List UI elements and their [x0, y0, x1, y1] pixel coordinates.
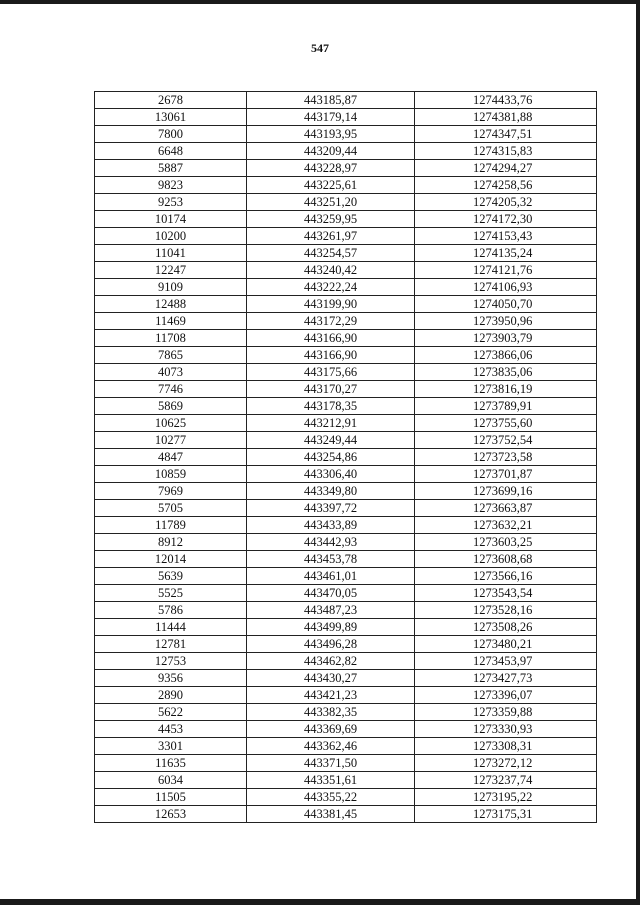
y-coordinate-cell: 1273330,93	[415, 721, 597, 738]
y-coordinate-cell: 1274106,93	[415, 279, 597, 296]
point-number-cell: 9109	[95, 279, 247, 296]
x-coordinate-cell: 443222,24	[247, 279, 415, 296]
y-coordinate-cell: 1273701,87	[415, 466, 597, 483]
x-coordinate-cell: 443228,97	[247, 160, 415, 177]
x-coordinate-cell: 443382,35	[247, 704, 415, 721]
point-number-cell: 12753	[95, 653, 247, 670]
table-row	[95, 398, 597, 415]
x-coordinate-cell: 443487,23	[247, 602, 415, 619]
point-number-cell: 7969	[95, 483, 247, 500]
x-coordinate-cell: 443371,50	[247, 755, 415, 772]
y-coordinate-cell: 1273755,60	[415, 415, 597, 432]
point-number-cell: 9823	[95, 177, 247, 194]
point-number-cell: 5786	[95, 602, 247, 619]
table-row	[95, 738, 597, 755]
y-coordinate-cell: 1273608,68	[415, 551, 597, 568]
y-coordinate-cell: 1274381,88	[415, 109, 597, 126]
table-row	[95, 177, 597, 194]
table-row	[95, 330, 597, 347]
y-coordinate-cell: 1273789,91	[415, 398, 597, 415]
point-number-cell: 11635	[95, 755, 247, 772]
point-number-cell: 7746	[95, 381, 247, 398]
y-coordinate-cell: 1274135,24	[415, 245, 597, 262]
table-row	[95, 160, 597, 177]
table-row	[95, 262, 597, 279]
x-coordinate-cell: 443433,89	[247, 517, 415, 534]
x-coordinate-cell: 443185,87	[247, 92, 415, 109]
x-coordinate-cell: 443193,95	[247, 126, 415, 143]
point-number-cell: 12247	[95, 262, 247, 279]
point-number-cell: 8912	[95, 534, 247, 551]
y-coordinate-cell: 1274347,51	[415, 126, 597, 143]
point-number-cell: 10277	[95, 432, 247, 449]
table-row	[95, 432, 597, 449]
point-number-cell: 5705	[95, 500, 247, 517]
table-row	[95, 296, 597, 313]
x-coordinate-cell: 443499,89	[247, 619, 415, 636]
table-row	[95, 755, 597, 772]
x-coordinate-cell: 443362,46	[247, 738, 415, 755]
table-row	[95, 772, 597, 789]
y-coordinate-cell: 1273508,26	[415, 619, 597, 636]
table-row	[95, 585, 597, 602]
x-coordinate-cell: 443199,90	[247, 296, 415, 313]
y-coordinate-cell: 1273237,74	[415, 772, 597, 789]
table-row	[95, 313, 597, 330]
table-row	[95, 143, 597, 160]
y-coordinate-cell: 1273903,79	[415, 330, 597, 347]
table-row	[95, 466, 597, 483]
y-coordinate-cell: 1274258,56	[415, 177, 597, 194]
point-number-cell: 11041	[95, 245, 247, 262]
y-coordinate-cell: 1274153,43	[415, 228, 597, 245]
table-row	[95, 602, 597, 619]
table-row	[95, 109, 597, 126]
x-coordinate-cell: 443442,93	[247, 534, 415, 551]
x-coordinate-cell: 443166,90	[247, 347, 415, 364]
table-row	[95, 789, 597, 806]
x-coordinate-cell: 443306,40	[247, 466, 415, 483]
y-coordinate-cell: 1273359,88	[415, 704, 597, 721]
table-row	[95, 806, 597, 823]
y-coordinate-cell: 1273272,12	[415, 755, 597, 772]
x-coordinate-cell: 443178,35	[247, 398, 415, 415]
x-coordinate-cell: 443254,86	[247, 449, 415, 466]
table-row	[95, 483, 597, 500]
table-row	[95, 500, 597, 517]
y-coordinate-cell: 1273396,07	[415, 687, 597, 704]
scan-edge-right	[636, 0, 640, 905]
x-coordinate-cell: 443170,27	[247, 381, 415, 398]
x-coordinate-cell: 443453,78	[247, 551, 415, 568]
point-number-cell: 10859	[95, 466, 247, 483]
scan-edge-top	[0, 0, 640, 4]
y-coordinate-cell: 1274172,30	[415, 211, 597, 228]
y-coordinate-cell: 1273308,31	[415, 738, 597, 755]
table-row	[95, 704, 597, 721]
point-number-cell: 3301	[95, 738, 247, 755]
x-coordinate-cell: 443397,72	[247, 500, 415, 517]
point-number-cell: 5622	[95, 704, 247, 721]
table-row	[95, 568, 597, 585]
table-row	[95, 92, 597, 109]
y-coordinate-cell: 1273699,16	[415, 483, 597, 500]
y-coordinate-cell: 1273195,22	[415, 789, 597, 806]
x-coordinate-cell: 443259,95	[247, 211, 415, 228]
y-coordinate-cell: 1273480,21	[415, 636, 597, 653]
x-coordinate-cell: 443172,29	[247, 313, 415, 330]
x-coordinate-cell: 443212,91	[247, 415, 415, 432]
point-number-cell: 5869	[95, 398, 247, 415]
y-coordinate-cell: 1274050,70	[415, 296, 597, 313]
table-row	[95, 279, 597, 296]
y-coordinate-cell: 1274205,32	[415, 194, 597, 211]
point-number-cell: 6648	[95, 143, 247, 160]
x-coordinate-cell: 443261,97	[247, 228, 415, 245]
point-number-cell: 11469	[95, 313, 247, 330]
x-coordinate-cell: 443430,27	[247, 670, 415, 687]
table-row	[95, 687, 597, 704]
point-number-cell: 4847	[95, 449, 247, 466]
point-number-cell: 11789	[95, 517, 247, 534]
point-number-cell: 11708	[95, 330, 247, 347]
scan-edge-bottom	[0, 899, 640, 905]
y-coordinate-cell: 1273427,73	[415, 670, 597, 687]
x-coordinate-cell: 443254,57	[247, 245, 415, 262]
table-row	[95, 534, 597, 551]
point-number-cell: 5639	[95, 568, 247, 585]
x-coordinate-cell: 443240,42	[247, 262, 415, 279]
y-coordinate-cell: 1273566,16	[415, 568, 597, 585]
point-number-cell: 10174	[95, 211, 247, 228]
x-coordinate-cell: 443225,61	[247, 177, 415, 194]
y-coordinate-cell: 1274294,27	[415, 160, 597, 177]
table-row	[95, 126, 597, 143]
table-row	[95, 670, 597, 687]
y-coordinate-cell: 1273543,54	[415, 585, 597, 602]
point-number-cell: 7800	[95, 126, 247, 143]
point-number-cell: 11444	[95, 619, 247, 636]
x-coordinate-cell: 443349,80	[247, 483, 415, 500]
y-coordinate-cell: 1273528,16	[415, 602, 597, 619]
table-row	[95, 619, 597, 636]
point-number-cell: 4453	[95, 721, 247, 738]
x-coordinate-cell: 443462,82	[247, 653, 415, 670]
point-number-cell: 4073	[95, 364, 247, 381]
point-number-cell: 2678	[95, 92, 247, 109]
point-number-cell: 9356	[95, 670, 247, 687]
point-number-cell: 9253	[95, 194, 247, 211]
x-coordinate-cell: 443461,01	[247, 568, 415, 585]
table-row	[95, 449, 597, 466]
y-coordinate-cell: 1273723,58	[415, 449, 597, 466]
table-row	[95, 194, 597, 211]
table-row	[95, 347, 597, 364]
page-number: 547	[311, 41, 329, 55]
point-number-cell: 12653	[95, 806, 247, 823]
y-coordinate-cell: 1273752,54	[415, 432, 597, 449]
point-number-cell: 5525	[95, 585, 247, 602]
table-row	[95, 636, 597, 653]
coordinates-table	[94, 91, 597, 823]
x-coordinate-cell: 443470,05	[247, 585, 415, 602]
x-coordinate-cell: 443209,44	[247, 143, 415, 160]
table-row	[95, 653, 597, 670]
point-number-cell: 2890	[95, 687, 247, 704]
table-row	[95, 415, 597, 432]
x-coordinate-cell: 443381,45	[247, 806, 415, 823]
point-number-cell: 12781	[95, 636, 247, 653]
table-row	[95, 721, 597, 738]
x-coordinate-cell: 443175,66	[247, 364, 415, 381]
table-row	[95, 245, 597, 262]
point-number-cell: 10625	[95, 415, 247, 432]
y-coordinate-cell: 1273866,06	[415, 347, 597, 364]
x-coordinate-cell: 443179,14	[247, 109, 415, 126]
y-coordinate-cell: 1273453,97	[415, 653, 597, 670]
x-coordinate-cell: 443369,69	[247, 721, 415, 738]
y-coordinate-cell: 1273603,25	[415, 534, 597, 551]
table-row	[95, 211, 597, 228]
table-row	[95, 364, 597, 381]
point-number-cell: 12014	[95, 551, 247, 568]
point-number-cell: 10200	[95, 228, 247, 245]
table-row	[95, 228, 597, 245]
x-coordinate-cell: 443496,28	[247, 636, 415, 653]
point-number-cell: 6034	[95, 772, 247, 789]
x-coordinate-cell: 443251,20	[247, 194, 415, 211]
x-coordinate-cell: 443166,90	[247, 330, 415, 347]
y-coordinate-cell: 1274315,83	[415, 143, 597, 160]
x-coordinate-cell: 443421,23	[247, 687, 415, 704]
y-coordinate-cell: 1274433,76	[415, 92, 597, 109]
x-coordinate-cell: 443355,22	[247, 789, 415, 806]
table-row	[95, 517, 597, 534]
point-number-cell: 12488	[95, 296, 247, 313]
x-coordinate-cell: 443249,44	[247, 432, 415, 449]
point-number-cell: 7865	[95, 347, 247, 364]
table-row	[95, 551, 597, 568]
point-number-cell: 5887	[95, 160, 247, 177]
point-number-cell: 13061	[95, 109, 247, 126]
y-coordinate-cell: 1273632,21	[415, 517, 597, 534]
table-row	[95, 381, 597, 398]
coordinates-table-body	[95, 92, 597, 823]
y-coordinate-cell: 1273663,87	[415, 500, 597, 517]
point-number-cell: 11505	[95, 789, 247, 806]
y-coordinate-cell: 1274121,76	[415, 262, 597, 279]
y-coordinate-cell: 1273950,96	[415, 313, 597, 330]
y-coordinate-cell: 1273816,19	[415, 381, 597, 398]
y-coordinate-cell: 1273175,31	[415, 806, 597, 823]
x-coordinate-cell: 443351,61	[247, 772, 415, 789]
y-coordinate-cell: 1273835,06	[415, 364, 597, 381]
